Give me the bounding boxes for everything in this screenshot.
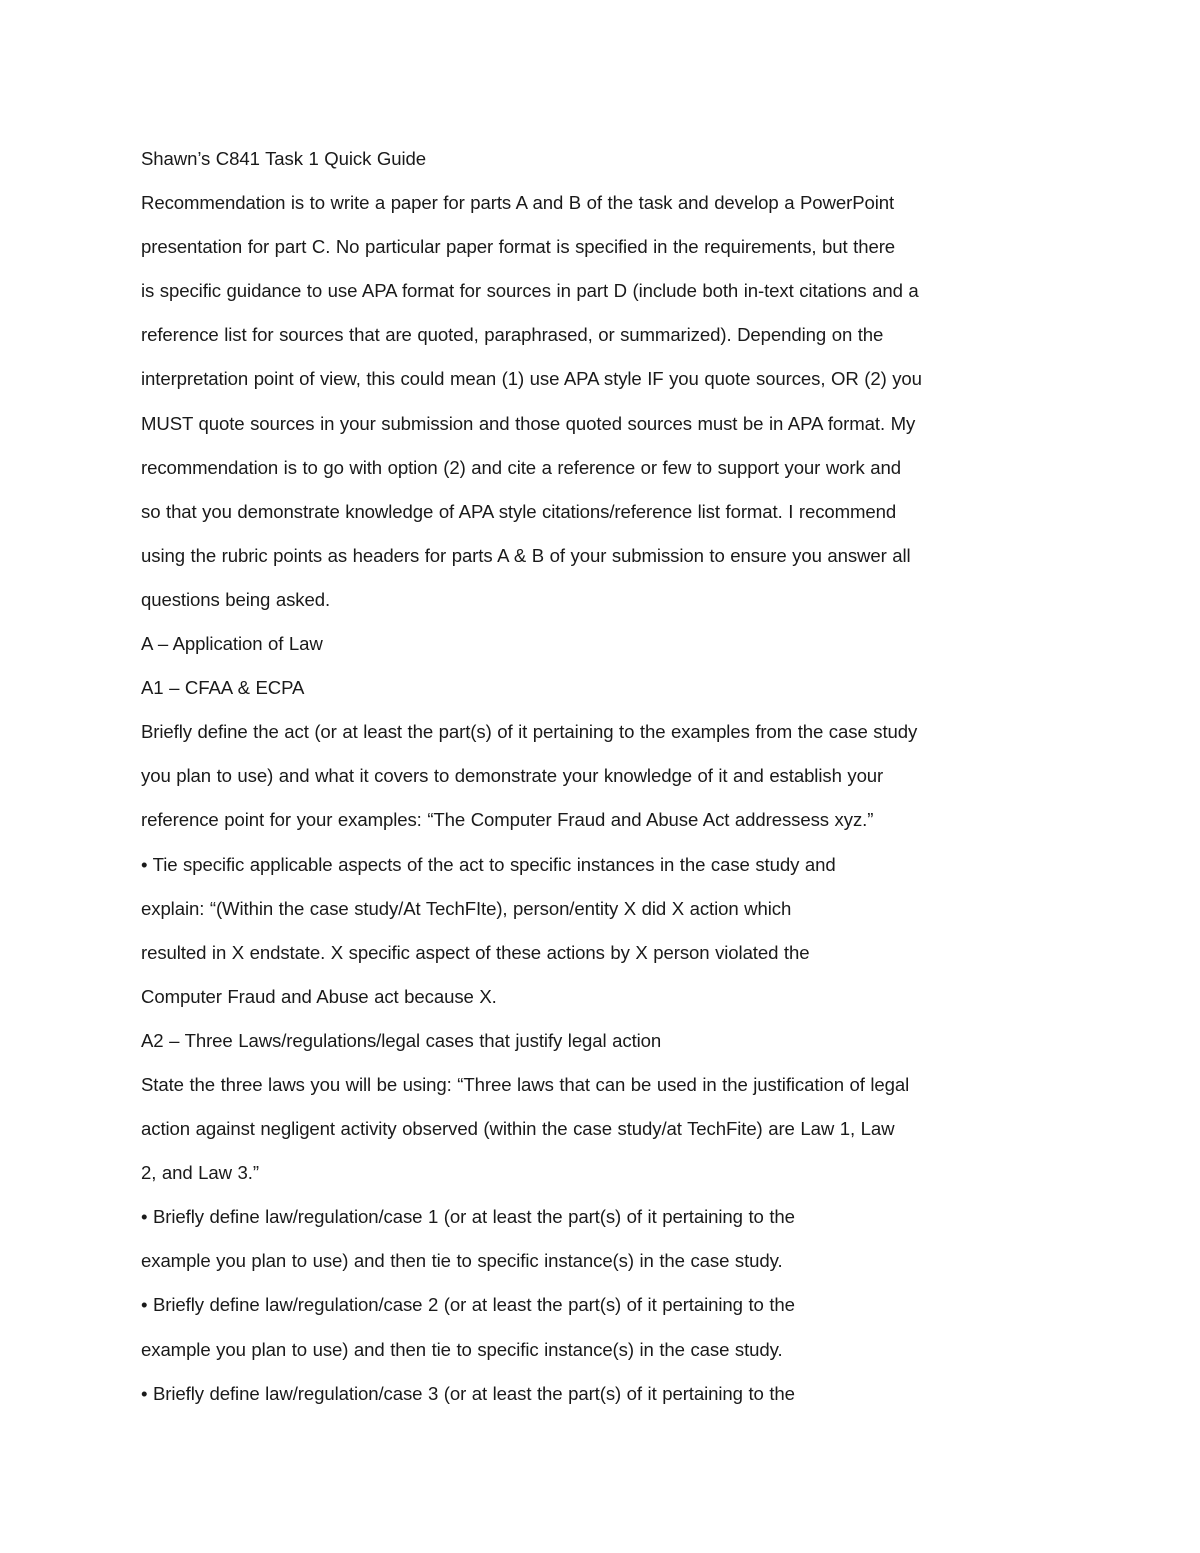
body-line: you plan to use) and what it covers to demonstrate your knowledge of it and establish your — [141, 765, 884, 787]
body-line: questions being asked. — [141, 588, 331, 610]
bullet-item: • Briefly define law/regulation/case 2 (or at least the part(s) of it pertaining to the — [141, 1294, 795, 1316]
body-line: recommendation is to go with option (2) and cite a reference or few to support your work and — [141, 456, 901, 478]
body-line: Computer Fraud and Abuse act because X. — [141, 985, 497, 1007]
section-heading-a2: A2 – Three Laws/regulations/legal cases that justify legal action — [141, 1029, 662, 1051]
body-line: example you plan to use) and then tie to specific instance(s) in the case study. — [141, 1250, 783, 1272]
section-heading-a: A – Application of Law — [141, 633, 323, 655]
body-line: reference list for sources that are quoted, paraphrased, or summarized). Depending on the — [141, 324, 884, 346]
body-line: State the three laws you will be using: “Three laws that can be used in the justification of legal — [141, 1073, 910, 1095]
body-line: action against negligent activity observed (within the case study/at TechFite) are Law 1, Law — [141, 1118, 895, 1140]
body-line: so that you demonstrate knowledge of APA style citations/reference list format. I recommend — [141, 500, 897, 522]
body-line: 2, and Law 3.” — [141, 1162, 259, 1184]
bullet-item: • Tie specific applicable aspects of the act to specific instances in the case study and — [141, 853, 836, 875]
bullet-item: • Briefly define law/regulation/case 1 (or at least the part(s) of it pertaining to the — [141, 1206, 795, 1228]
bullet-item: • Briefly define law/regulation/case 3 (or at least the part(s) of it pertaining to the — [141, 1382, 795, 1404]
body-line: interpretation point of view, this could mean (1) use APA style IF you quote sources, OR (2) you — [141, 368, 922, 390]
document-title: Shawn’s C841 Task 1 Quick Guide — [141, 148, 427, 169]
body-line: MUST quote sources in your submission and those quoted sources must be in APA format. My — [141, 412, 916, 434]
document-body — [141, 137, 1041, 1416]
body-line: is specific guidance to use APA format for sources in part D (include both in-text citations and a — [141, 280, 919, 302]
body-line: example you plan to use) and then tie to specific instance(s) in the case study. — [141, 1338, 783, 1360]
body-line: resulted in X endstate. X specific aspect of these actions by X person violated the — [141, 941, 810, 963]
body-line: reference point for your examples: “The Computer Fraud and Abuse Act addressess xyz.” — [141, 809, 874, 831]
section-heading-a1: A1 – CFAA & ECPA — [141, 677, 305, 699]
body-line: explain: “(Within the case study/At TechFIte), person/entity X did X action which — [141, 897, 792, 919]
body-line: using the rubric points as headers for parts A & B of your submission to ensure you answer all — [141, 544, 911, 566]
body-line: Briefly define the act (or at least the part(s) of it pertaining to the examples from the case study — [141, 721, 918, 743]
body-line: presentation for part C. No particular paper format is specified in the requirements, but there — [141, 236, 896, 258]
body-line: Recommendation is to write a paper for parts A and B of the task and develop a PowerPoint — [141, 192, 895, 214]
